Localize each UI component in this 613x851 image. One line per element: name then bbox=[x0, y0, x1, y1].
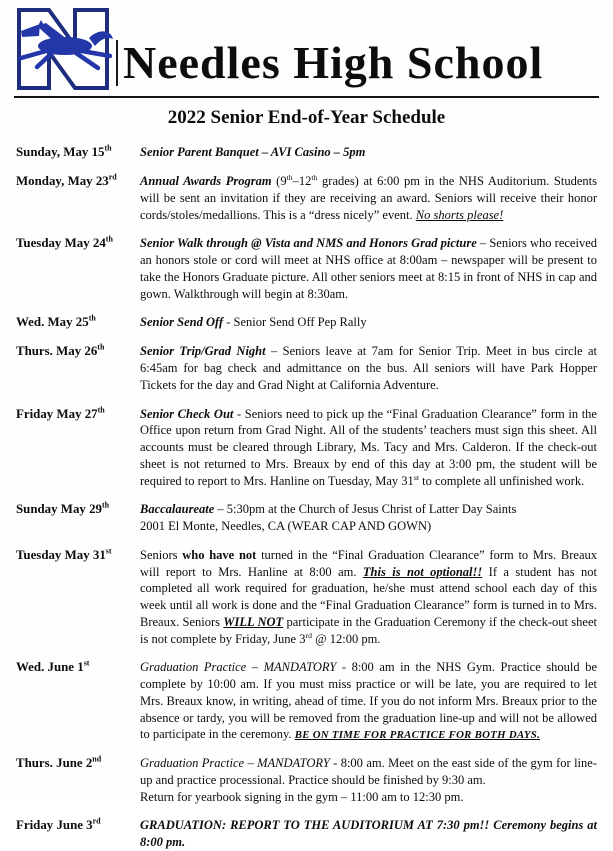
schedule-row bbox=[16, 343, 597, 393]
schedule-row bbox=[16, 314, 597, 331]
event-description bbox=[140, 659, 597, 743]
text-segment: - 8:00 am in the NHS Gym. Practice should be complete by 10:00 am. If you must miss practice or will be late, you are required to let Mrs. Breaux know, in writing, ahead of time. If you do not inform Mrs. Breaux prior to the absence or tardy, you will be removed from the graduation line-up and will not be allowed to participate in the ceremony. bbox=[140, 660, 597, 742]
text-segment: Tuesday May 31 bbox=[16, 547, 106, 562]
text-segment: Graduation Practice – MANDATORY bbox=[140, 660, 337, 675]
school-logo-graphic bbox=[13, 6, 115, 94]
ordinal-suffix: st bbox=[413, 472, 419, 482]
event-date bbox=[16, 755, 140, 805]
ordinal-suffix: st bbox=[105, 546, 112, 556]
text-segment: – Seniors leave at 7am for Senior Trip. Meet in bus circle at 6:45am for bag check and admittance on the bus. All seniors will have Park Hopper Tickets for the day and Grad Night at California Adventure. bbox=[140, 344, 597, 392]
schedule-row bbox=[16, 547, 597, 648]
text-segment: GRADUATION: REPORT TO THE AUDITORIUM AT 7:30 pm!! Ceremony begins at 8:00 pm. bbox=[140, 818, 597, 850]
event-description bbox=[140, 173, 597, 223]
event-date bbox=[16, 343, 140, 393]
text-segment: - Senior Send Off Pep Rally bbox=[223, 315, 367, 330]
text-segment: Friday May 27 bbox=[16, 406, 98, 421]
school-name: Needles High School bbox=[116, 40, 543, 86]
event-description bbox=[140, 314, 597, 331]
schedule-row bbox=[16, 817, 597, 851]
event-description bbox=[140, 343, 597, 393]
text-segment: Thurs. June 2 bbox=[16, 756, 93, 771]
event-description bbox=[140, 144, 597, 161]
text-segment: – 5:30pm at the Church of Jesus Christ of Latter Day Saints bbox=[214, 502, 517, 517]
event-date bbox=[16, 235, 140, 302]
text-segment: Sunday May 29 bbox=[16, 502, 102, 517]
text-segment: Tuesday May 24 bbox=[16, 236, 106, 251]
event-date bbox=[16, 659, 140, 743]
text-segment: turned in the “Final Graduation Clearance” form to Mrs. Breaux will report to Mrs. Hanline at 8:00 am. bbox=[140, 547, 598, 579]
text-segment: (9 bbox=[271, 174, 287, 189]
text-segment: Return for yearbook signing in the gym – 11:00 am to 12:30 pm. bbox=[140, 789, 464, 804]
event-date bbox=[16, 314, 140, 331]
ordinal-suffix: th bbox=[97, 405, 105, 415]
text-segment: Friday June 3 bbox=[16, 818, 93, 833]
schedule-row bbox=[16, 659, 597, 743]
text-segment: No shorts please! bbox=[415, 207, 504, 222]
ordinal-suffix: th bbox=[105, 234, 113, 244]
schedule-list bbox=[0, 144, 613, 851]
ordinal-suffix: th bbox=[88, 313, 96, 323]
text-segment: Senior Check Out bbox=[140, 406, 234, 421]
ordinal-suffix: th bbox=[311, 172, 318, 182]
ordinal-suffix: th bbox=[104, 143, 112, 153]
text-segment: Wed. May 25 bbox=[16, 315, 89, 330]
text-segment: grades) at 6:00 pm in the NHS Auditorium. Students will be sent an invitation if they are receiving an award. Seniors will receive their honor cords/stoles/medallions. This is a “dress nicely” event. bbox=[140, 174, 597, 222]
event-description bbox=[140, 406, 597, 490]
text-segment: 2001 El Monte, Needles, CA (WEAR CAP AND GOWN) bbox=[140, 519, 432, 534]
text-segment: Thurs. May 26 bbox=[16, 344, 98, 359]
school-logo bbox=[13, 6, 115, 94]
event-date bbox=[16, 501, 140, 535]
event-description bbox=[140, 755, 597, 805]
text-segment: Graduation Practice – MANDATORY bbox=[140, 756, 330, 771]
text-segment: Monday, May 23 bbox=[16, 174, 109, 189]
text-segment: If a student has not completed all work required for graduation, he/she must attend school each day of this week until all work is done and the “Final Graduation Clearance” form is turned in to Mrs. Breaux. Seniors bbox=[140, 564, 597, 629]
text-segment: Wed. June 1 bbox=[16, 660, 84, 675]
ordinal-suffix: th bbox=[286, 172, 293, 182]
text-segment: Seniors bbox=[140, 547, 183, 562]
text-segment: - Seniors need to pick up the “Final Graduation Clearance” form in the Office upon return from Grad Night. All of the students’ teachers must sign this sheet. All accounts must be cleared through Library, Ms. Tacy and Mrs. Calderon. If the check-out sheet is not returned to Mrs. Breaux by end of this day at 3:00 pm, the student will be required to report to Mrs. Hanline on Tuesday, May 31 bbox=[140, 406, 597, 488]
event-date bbox=[16, 406, 140, 490]
text-segment: participate in the Graduation Ceremony if the check-out sheet is not complete by Friday, June 3 bbox=[140, 614, 597, 646]
text-segment: Senior Send Off bbox=[140, 315, 224, 330]
schedule-row bbox=[16, 173, 597, 223]
header-divider bbox=[14, 96, 599, 98]
text-segment: BE ON TIME FOR PRACTICE FOR BOTH DAYS. bbox=[294, 729, 541, 742]
text-segment: to complete all unfinished work. bbox=[418, 473, 585, 488]
text-segment: This is not optional!! bbox=[362, 564, 483, 579]
schedule-row bbox=[16, 144, 597, 161]
text-segment: WILL NOT bbox=[223, 614, 284, 629]
ordinal-suffix: rd bbox=[108, 172, 117, 182]
text-segment: Senior Walk through @ Vista and NMS and Honors Grad picture bbox=[140, 236, 480, 251]
text-segment: who have not bbox=[182, 547, 257, 562]
event-description bbox=[140, 501, 597, 535]
ordinal-suffix: th bbox=[97, 343, 105, 353]
text-segment: Annual Awards Program bbox=[140, 174, 272, 189]
document-header bbox=[0, 0, 613, 96]
document-title: 2022 Senior End-of-Year Schedule bbox=[167, 107, 446, 128]
schedule-row bbox=[16, 406, 597, 490]
schedule-row bbox=[16, 755, 597, 805]
event-date bbox=[16, 547, 140, 648]
text-segment: Sunday, May 15 bbox=[16, 145, 105, 159]
text-segment: Senior Trip/Grad Night bbox=[140, 344, 266, 359]
ordinal-suffix: rd bbox=[305, 630, 312, 640]
text-segment: @ 12:00 pm. bbox=[311, 631, 381, 646]
event-description bbox=[140, 235, 597, 302]
text-segment: –12 bbox=[292, 174, 312, 189]
schedule-row bbox=[16, 235, 597, 302]
schedule-row bbox=[16, 501, 597, 535]
ordinal-suffix: th bbox=[101, 501, 110, 511]
event-description bbox=[140, 817, 597, 851]
ordinal-suffix: st bbox=[83, 659, 90, 669]
ordinal-suffix: nd bbox=[92, 754, 102, 764]
event-date bbox=[16, 144, 140, 161]
ordinal-suffix: rd bbox=[92, 817, 101, 827]
event-description bbox=[140, 547, 597, 648]
text-segment: Senior Parent Banquet – AVI Casino – 5pm bbox=[140, 145, 366, 159]
event-date bbox=[16, 817, 140, 851]
text-segment: – Seniors who received an honors stole or cord will meet at NHS office at 8:00am – newspaper will be present to take the Honors Graduate picture. All other seniors meet at 8:15 in front of NHS in cap and gown. Walkthrough will begin at 8:30am. bbox=[140, 236, 597, 301]
text-segment: Baccalaureate bbox=[140, 502, 215, 517]
event-date bbox=[16, 173, 140, 223]
text-segment: - 8:00 am. Meet on the east side of the gym for line-up and practice processional. Practice should be finished by 9:30 am. bbox=[140, 756, 597, 787]
